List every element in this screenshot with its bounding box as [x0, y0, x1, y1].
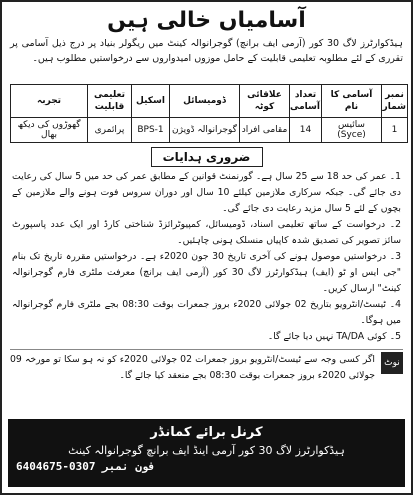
- intro-paragraph: ہیڈکوارٹرز لاگ 30 کور (آرمی ایف برانچ) گوجرانوالہ کینٹ میں ریگولر بنیاد پر درج ذیل آسامی پر تقرری کے لئے مطلوبہ تعلیمی قابلیت کے حامل موزوں امیدواروں سے درخواستیں مطلوب ہیں۔: [10, 38, 403, 64]
- instruction-item: 4۔ ٹیسٹ/انٹرویو بتاریخ 02 جولائی 2020ء بروز جمعرات بوقت 08:30 بجے ملٹری فارم گوجرانوالہ میں ہوگا۔: [12, 299, 401, 326]
- cell-domicile: گوجرانوالہ ڈویژن: [170, 118, 240, 143]
- ad-title: آسامیاں خالی ہیں: [107, 8, 306, 33]
- table-row: [11, 118, 408, 143]
- cell-post-name: سائیس (Syce): [322, 118, 382, 143]
- header-post-name: آسامی کا نام: [322, 85, 382, 118]
- instruction-item: 1۔ عمر کی حد 18 سے 25 سال ہے۔ گورنمنٹ قوانین کے مطابق عمر کی حد میں 5 سال کی رعایت دی جائے گی۔ جبکہ سرکاری ملازمین کیلئے 10 سال اور دوران سروس فوت ہونے والے ملازمین کے بچوں کے لئے 5 سال مزید رعایت دی جائے گی۔: [12, 171, 401, 214]
- instruction-item: 3۔ درخواستیں موصول ہونے کی آخری تاریخ 30 جون 2020ء ہے۔ درخواستیں مقررہ تاریخ تک بنام "جی ایس او ٹو (ایف) ہیڈکوارٹرز لاگ 30 کور (آرمی ایف برانچ) معرفت ملٹری فارم گوجرانوالہ کینٹ" ارسال کریں۔: [12, 251, 402, 294]
- cell-serial: 1: [382, 118, 408, 143]
- footer-address: ہیڈکوارٹرز لاگ 30 کور آرمی اینڈ ایف برانچ گوجرانوالہ کینٹ: [68, 444, 345, 457]
- header-count: تعداد آسامی: [290, 85, 322, 118]
- header-domicile: ڈومیسائل: [170, 85, 240, 118]
- header-experience: تجربہ: [11, 85, 88, 118]
- note-text: اگر کسی وجہ سے ٹیسٹ/انٹرویو بروز جمعرات 02 جولائی 2020ء کو نہ ہو سکا تو مورخہ 09 جولائی 2020ء بروز جمعرات بوقت 08:30 بجے منعقد کیا جائے گا۔: [10, 354, 375, 381]
- footer-banner: [8, 419, 405, 487]
- instructions-list: [2, 169, 411, 345]
- instructions-heading: ضروری ہدایات: [151, 147, 263, 167]
- header-qualification: تعلیمی قابلیت: [88, 85, 132, 118]
- instruction-item: 5۔ کوئی TA/DA نہیں دیا جائے گا۔: [267, 331, 401, 342]
- cell-count: 14: [290, 118, 322, 143]
- note-label: نوٹ: [381, 352, 403, 374]
- header-serial: نمبر شمار: [382, 85, 408, 118]
- header-quota: علاقائی کوٹہ: [240, 85, 290, 118]
- cell-quota: مقامی افراد: [240, 118, 290, 143]
- footer-phone: فون نمبر 0307-6404675: [16, 460, 156, 473]
- table-header-row: [11, 85, 408, 118]
- note-section: [10, 349, 403, 408]
- header-scale: اسکیل: [132, 85, 170, 118]
- footer-signatory: کرنل برائے کمانڈر: [150, 425, 263, 440]
- cell-experience: گھوڑوں کی دیکھ بھال: [11, 118, 88, 143]
- vacancy-table: [10, 84, 408, 143]
- instruction-item: 2۔ درخواست کے ساتھ تعلیمی اسناد، ڈومیسائل، کمپیوٹرائزڈ شناختی کارڈ اور ایک عدد پاسپورٹ سائز تصویر کی تصدیق شدہ کاپیاں منسلک ہونی چاہئیں۔: [12, 219, 401, 246]
- cell-scale: BPS-1: [132, 118, 170, 143]
- cell-qualification: پرائمری: [88, 118, 132, 143]
